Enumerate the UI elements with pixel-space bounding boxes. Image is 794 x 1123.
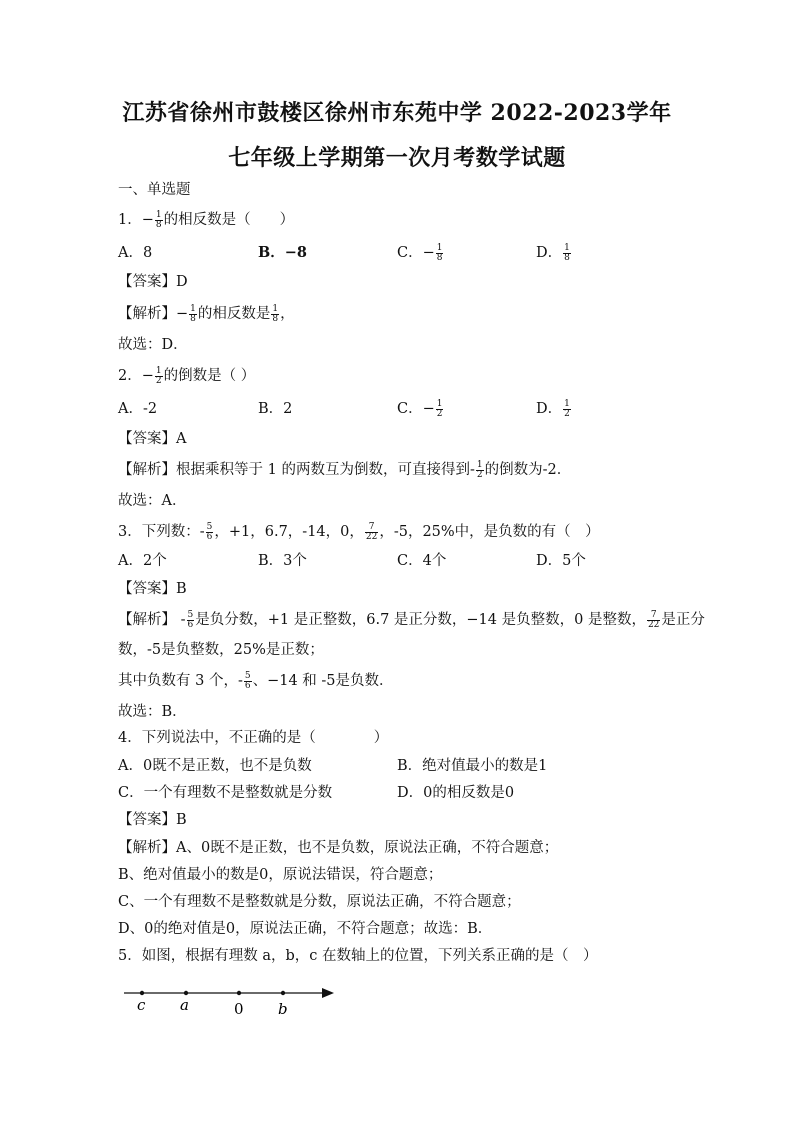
arrow-icon xyxy=(322,988,334,998)
fraction: $\frac{1}{8}$ xyxy=(155,209,162,230)
q1-option-b: B．−8 xyxy=(258,244,307,261)
q4-analysis-3: C、一个有理数不是整数就是分数，原说法正确，不符合题意； xyxy=(118,894,521,910)
q3-option-c: C．4个 xyxy=(397,553,447,569)
q3-answer: 【答案】B xyxy=(118,581,187,597)
q4-answer: 【答案】B xyxy=(118,812,187,828)
q4-option-b: B．绝对值最小的数是1 xyxy=(397,758,548,774)
question-5-stem: 5．如图，根据有理数 a，b，c 在数轴上的位置，下列关系正确的是（ ） xyxy=(118,948,598,964)
q2-analysis: 【解析】根据乘积等于 1 的两数互为倒数，可直接得到- $\frac{1}{2}$ 的倒数为-2． xyxy=(118,459,572,480)
q2-choose: 故选：A． xyxy=(118,493,187,509)
label-c: c xyxy=(137,996,146,1014)
q3-choose: 故选：B． xyxy=(118,704,187,720)
q3-analysis: 【解析】 - $\frac{5}{6}$ 是负分数，+1 是正整数，6.7 是正分数，−14 是负整数，0 是整数， $\frac{7}{22}$ 是正分 xyxy=(118,609,705,630)
q3-option-b: B．3个 xyxy=(258,553,307,569)
q2-option-c: C．− $\frac{1}{2}$ xyxy=(397,398,443,419)
q4-analysis-4: D、0的绝对值是0，原说法正确，不符合题意；故选：B． xyxy=(118,921,493,937)
question-2-stem: 2．− $\frac{1}{2}$ 的倒数是（ ） xyxy=(118,365,256,386)
q2-option-b: B．2 xyxy=(258,401,293,417)
number-line-figure xyxy=(122,984,337,1024)
point-b xyxy=(281,991,285,995)
q4-option-d: D．0的相反数是0 xyxy=(397,785,515,801)
label-a: a xyxy=(180,996,189,1014)
q3-option-a: A．2个 xyxy=(118,553,167,569)
q4-option-c: C．一个有理数不是整数就是分数 xyxy=(118,785,333,801)
q4-analysis-2: B、绝对值最小的数是0，原说法错误，符合题意； xyxy=(118,867,443,883)
q1-option-a: A．8 xyxy=(118,245,153,261)
q1-answer: 【答案】D xyxy=(118,274,188,290)
q1-option-d: D． $\frac{1}{8}$ xyxy=(536,242,570,263)
q1-option-c: C．− $\frac{1}{8}$ xyxy=(397,242,443,263)
point-zero xyxy=(237,991,241,995)
question-1-stem: 1．− $\frac{1}{8}$ 的相反数是（ ） xyxy=(118,209,295,230)
label-b: b xyxy=(278,1000,288,1018)
q3-analysis-line2: 数，-5是负整数，25%是正数； xyxy=(118,642,324,658)
q1-choose: 故选：D． xyxy=(118,337,188,353)
q3-summary: 其中负数有 3 个，- $\frac{5}{6}$ 、−14 和 -5是负数． xyxy=(118,670,394,691)
q2-answer: 【答案】A xyxy=(118,431,187,447)
q4-analysis-1: 【解析】A、0既不是正数，也不是负数，原说法正确，不符合题意； xyxy=(118,840,559,856)
point-c xyxy=(140,991,144,995)
q1-analysis: 【解析】− $\frac{1}{8}$ 的相反数是 $\frac{1}{8}$ ， xyxy=(118,303,295,324)
point-a xyxy=(184,991,188,995)
question-4-stem: 4．下列说法中，不正确的是（ ） xyxy=(118,730,389,746)
question-3-stem: 3．下列数：- $\frac{5}{6}$ ，+1，6.7，-14，0， $\frac{7}{22}$ ，-5，25%中，是负数的有（ ） xyxy=(118,521,600,542)
section-heading: 一、单选题 xyxy=(118,182,191,198)
q3-option-d: D．5个 xyxy=(536,553,586,569)
q2-option-a: A．-2 xyxy=(118,401,158,417)
q2-option-d: D． $\frac{1}{2}$ xyxy=(536,398,570,419)
page-title-line2: 七年级上学期第一次月考数学试题 xyxy=(228,145,566,171)
q4-option-a: A．0既不是正数，也不是负数 xyxy=(118,758,312,774)
label-zero: 0 xyxy=(234,1000,244,1018)
page-title-line1: 江苏省徐州市鼓楼区徐州市东苑中学 2022-2023学年 xyxy=(122,100,672,126)
